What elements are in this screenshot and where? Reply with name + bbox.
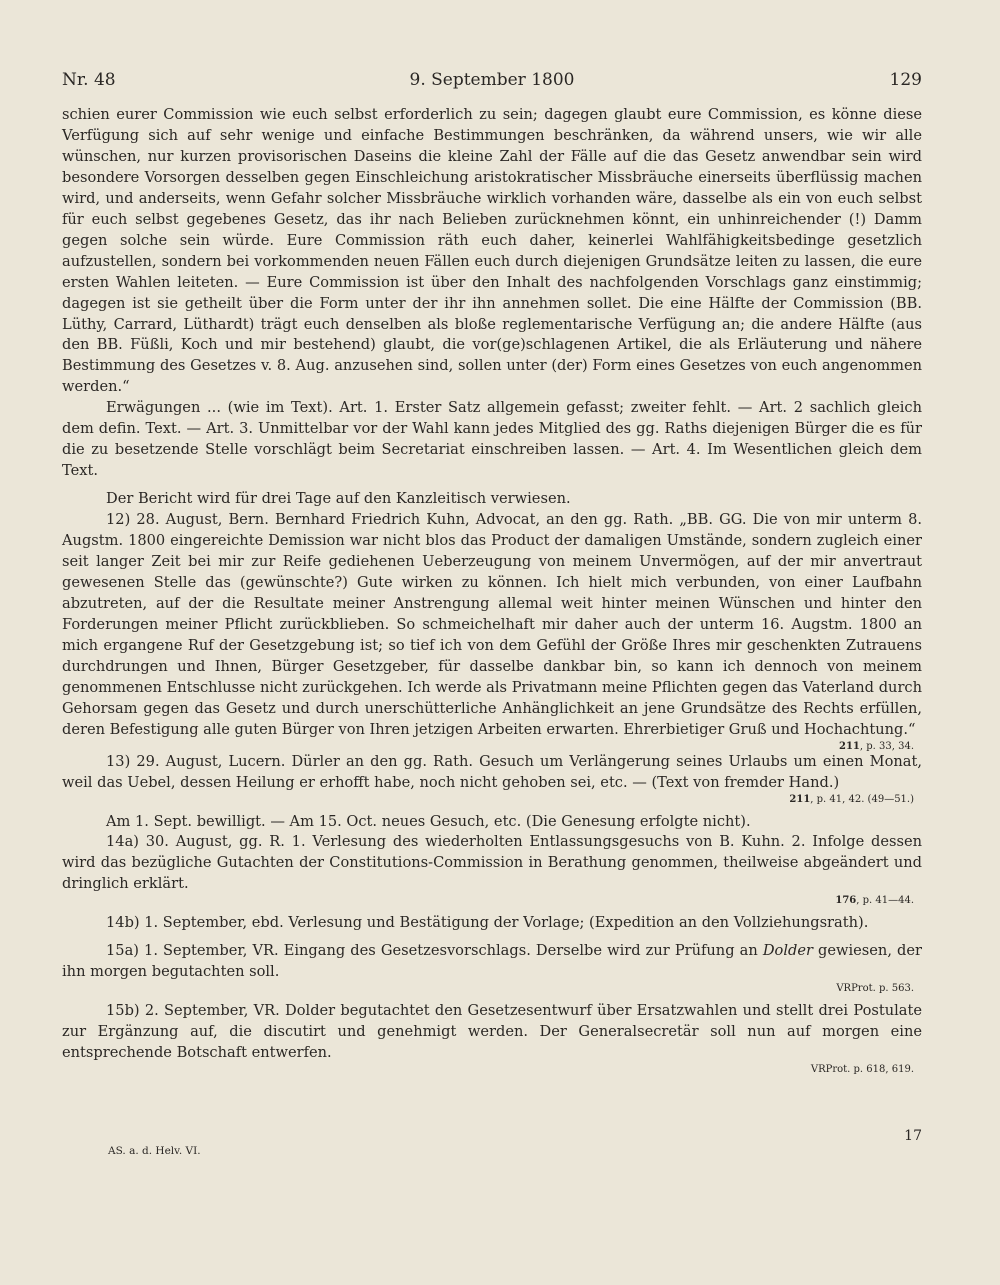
reference-12-pages: , p. 33, 34. xyxy=(859,740,914,752)
reference-12 xyxy=(62,741,922,752)
reference-13 xyxy=(62,794,922,805)
paragraph-bericht: Der Bericht wird für drei Tage auf den Kanzleitisch verwiesen. xyxy=(106,490,571,508)
reference-15a: VRProt. p. 563. xyxy=(836,983,914,995)
reference-13-num: 211 xyxy=(789,793,811,805)
paragraph-erwaegungen: Erwägungen ... (wie im Text). Art. 1. Erster Satz allgemein gefasst; zweiter fehlt. — Art. 2 sachlich gleich dem defin. Text. — Art. 3. Unmittelbar vor der Wahl kann jedes Mitglied des gg. Raths diejenigen Bürger die es für die zu besetzende Stelle vorschlägt beim Secretariat einschreiben lassen. — Art. 4. Im Wesentlichen gleich dem Text. xyxy=(62,399,922,480)
page-date: 9. September 1800 xyxy=(409,70,575,90)
entry-15a-text: 15a) 1. September, VR. Eingang des Gesetzesvorschlags. Derselbe wird zur Prüfung an xyxy=(106,942,763,960)
entry-12: 12) 28. August, Bern. Bernhard Friedrich Kuhn, Advocat, an den gg. Rath. „BB. GG. Die von mir unterm 8. Augstm. 1800 eingereichte Demission war nicht blos das Product der damaligen Umstände, sondern zugleich einer seit langer Zeit bei mir zur Reife gediehenen Ueberzeugung von meinem Unvermögen, auf der mir anvertraut gewesenen Stelle das (gewünschte?) Gute wirken zu können. Ich hielt mich verbunden, von einer Laufbahn abzutreten, auf der die Resultate meiner Anstrengung allemal weit hinter meinen Wünschen und hinter den Forderungen meiner Pflicht zurückblieben. So schmeichelhaft mir daher auch der unterm 16. Augstm. 1800 an mich ergangene Ruf der Gesetzgebung ist; so tief ich von dem Gefühl der Größe Ihres mir geschenkten Zutrauens durchdrungen und Ihnen, Bürger Gesetzgeber, für dasselbe dankbar bin, so kann ich dennoch von meinem genommenen Entschlusse nicht zurückgehen. Ich werde als Privatmann meine Pflichten gegen das Vaterland durch Gehorsam gegen das Gesetz und durch unerschütterliche Anhänglichkeit an jene Grundsätze des Rechts erfüllen, deren Befestigung alle guten Bürger von Ihren jetzigen Arbeiten erwarten. Ehrerbietiger Gruß und Hochachtung.“ xyxy=(62,511,922,738)
signature-mark: 17 xyxy=(904,1128,922,1144)
reference-13-pages: , p. 41, 42. (49—51.) xyxy=(810,793,914,805)
entry-14b: 14b) 1. September, ebd. Verlesung und Bestätigung der Vorlage; (Expedition an den Vollziehungsrath). xyxy=(106,914,869,932)
entry-13-note: Am 1. Sept. bewilligt. — Am 15. Oct. neues Gesuch, etc. (Die Genesung erfolgte nicht). xyxy=(106,812,751,830)
entry-14a: 14a) 30. August, gg. R. 1. Verlesung des wiederholten Entlassungsgesuchs von B. Kuhn. 2. Infolge dessen wird das bezügliche Gutachten der Constitutions-Commission in Berathung genommen, theilweise abgeändert und dringlich erklärt. xyxy=(62,833,922,893)
entry-15b: 15b) 2. September, VR. Dolder begutachtet den Gesetzesentwurf über Ersatzwahlen und stellt drei Postulate zur Ergänzung auf, die discutirt und genehmigt werden. Der Generalsecretär soll nun auf morgen eine entsprechende Botschaft entwerfen. xyxy=(62,1002,922,1062)
reference-15b: VRProt. p. 618, 619. xyxy=(810,1064,914,1076)
document-body xyxy=(62,105,922,1075)
entry-13: 13) 29. August, Lucern. Dürler an den gg. Rath. Gesuch um Verlängerung seines Urlaubs um einen Monat, weil das Uebel, dessen Heilung er erhofft habe, noch nicht gehoben sei, etc. — (Text von fremder Hand.) xyxy=(62,752,922,791)
document-number: Nr. 48 xyxy=(62,70,116,90)
entry-15a-name: Dolder xyxy=(762,942,813,960)
entry-15a xyxy=(62,941,922,983)
reference-14a-num: 176 xyxy=(835,895,857,907)
entry-15a-end: gewiesen, der ihn morgen begutachten soll. xyxy=(62,942,923,981)
reference-14a xyxy=(62,895,922,906)
page-header xyxy=(62,70,922,100)
reference-12-num: 211 xyxy=(839,740,860,752)
page-number: 129 xyxy=(889,70,922,90)
reference-14a-pages: , p. 41—44. xyxy=(856,895,914,907)
paragraph-continuation: schien eurer Commission wie euch selbst erforderlich zu sein; dagegen glaubt eure Commission, es könne diese Verfügung sich auf sehr wenige und einfache Bestimmungen beschränken, da während unsers, wie wir alle wünschen, nur kurzen provisorischen Daseins die kleine Zahl der Fälle auf die das Gesetz anwendbar sein wird besondere Vorsorgen desselben gegen Einschleichung aristokratischer Missbräuche einerseits überflüssig machen wird, und anderseits, wenn Gefahr solcher Missbräuche wirklich vorhanden wäre, dasselbe als ein von euch selbst für euch selbst gegebenes Gesetz, das ihr nach Belieben zurücknehmen könnt, ein unhinreichender (!) Damm gegen solche sein würde. Eure Commission räth euch daher, keinerlei Wahlfähigkeitsbedinge gesetzlich aufzustellen, sondern bei vorkommenden neuen Fällen euch durch diejenigen Grundsätze leiten zu lassen, die eure ersten Wahlen leiteten. — Eure Commission ist über den Inhalt des nachfolgenden Vorschlags ganz einstimmig; dagegen ist sie getheilt über die Form unter der ihr ihn annehmen sollet. Die eine Hälfte der Commission (BB. Lüthy, Carrard, Lüthardt) trägt euch denselben als bloße reglementarische Verfügung an; die andere Hälfte (aus den BB. Füßli, Koch und mir bestehend) glaubt, die vor(ge)schlagenen Artikel, die als Erläuterung und nähere Bestimmung des Gesetzes v. 8. Aug. anzusehen sind, sollen unter (der) Form eines Gesetzes von euch angenommen werden.“ xyxy=(62,106,922,396)
footer-imprint: AS. a. d. Helv. VI. xyxy=(108,1145,201,1157)
